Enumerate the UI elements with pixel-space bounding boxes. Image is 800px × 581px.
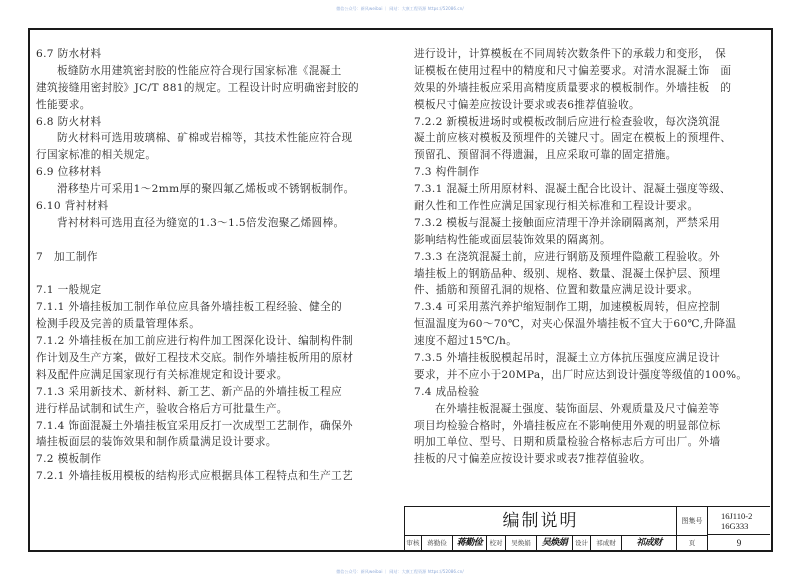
paragraph-line: 作计划及生产方案，做好工程技术交底。制作外墙挂板所用的原材 (36, 352, 354, 365)
paragraph-line: 板缝防水用建筑密封胶的性能应符合现行国家标准《混凝土 (57, 64, 342, 77)
paragraph-line: 建筑接缝用密封胶》JC/T 881的规定。工程设计时应明确密封胶的 (36, 81, 359, 94)
paragraph-line: 7.3.5 外墙挂板脱模起吊时，混凝土立方体抗压强度应满足设计 (414, 352, 721, 365)
watermark-bottom: 微信公众号：新风weibai ｜ 网站：大康工程资源 https://52086.cn/ (336, 569, 464, 574)
reviewer-signature: 蒋勤俭 (453, 536, 487, 550)
paragraph-line: 模板尺寸偏差应按设计要求或表6推荐值验收。 (414, 98, 640, 111)
paragraph-line: 7.3.1 混凝土所用原材料、混凝土配合比设计、混凝土强度等级、 (414, 183, 731, 196)
paragraph-line: 7.1.2 外墙挂板在加工前应进行构件加工图深化设计、编制构件制 (36, 335, 353, 348)
atlas-number-2: 16G333 (721, 521, 749, 531)
proofread-label: 校对 (487, 536, 506, 550)
spacer (36, 266, 370, 283)
atlas-number-1: 16J110-2 (721, 511, 753, 521)
paragraph-line: 背衬材料可选用直径为缝宽的1.3～1.5倍发泡聚乙烯圆棒。 (57, 216, 345, 229)
paragraph-line: 恒温温度为60～70℃，对夹心保温外墙挂板不宜大于60℃,升降温 (414, 318, 737, 331)
atlas-number-label: 图集号 (677, 507, 708, 536)
paragraph-line: 7.2.2 新模板进场时或模板改制后应进行检查验收，每次浇筑混 (414, 115, 721, 128)
paragraph-line: 墙挂板上的钢筋品种、级别、规格、数量、混凝土保护层、预埋 (414, 267, 721, 280)
paragraph-line: 证模板在使用过程中的精度和尺寸偏差要求。对清水混凝土饰 面 (414, 64, 732, 77)
page-label: 页 (677, 536, 708, 550)
paragraph-line: 凝土前应核对模板及预埋件的关键尺寸。固定在模板上的预埋件、 (414, 132, 732, 145)
paragraph-line: 速度不超过15℃/h。 (414, 335, 518, 348)
paragraph-line: 性能要求。 (36, 98, 91, 111)
paragraph-line: 7.3.4 可采用蒸汽养护缩短制作工期，加速模板周转，但应控制 (414, 301, 721, 314)
right-column (414, 46, 748, 468)
paragraph-line: 7.3.2 模板与混凝土接触面应清理干净并涂刷隔离剂，严禁采用 (414, 216, 721, 229)
paragraph-line: 滑移垫片可采用1～2mm厚的聚四氟乙烯板或不锈钢板制作。 (57, 183, 355, 196)
paragraph-line: 要求，并不应小于20MPa，出厂时应达到设计强度等级值的100%。 (414, 368, 748, 381)
paragraph-line: 7.3.3 在浇筑混凝土前，应进行钢筋及预埋件隐蔽工程验收。外 (414, 250, 721, 263)
paragraph-line: 防火材料可选用玻璃棉、矿棉或岩棉等，其技术性能应符合现 (57, 132, 353, 145)
paragraph-line: 件、插筋和预留孔洞的规格、位置和数量应满足设计要求。 (414, 284, 699, 297)
paragraph-line: 7.1.1 外墙挂板加工制作单位应具备外墙挂板工程经验、健全的 (36, 301, 343, 314)
paragraph-line: 在外墙挂板混凝土强度、装饰面层、外观质量及尺寸偏差等 (435, 402, 720, 415)
paragraph-line: 影响结构性能或面层装饰效果的隔离剂。 (414, 233, 611, 246)
paragraph-line: 挂板的尺寸偏差应按设计要求或表7推荐值验收。 (414, 453, 651, 466)
paragraph-line: 料及配件应满足国家现行有关标准规定和设计要求。 (36, 368, 288, 381)
designer-signature: 祁成财 (622, 536, 677, 550)
design-label: 设计 (573, 536, 591, 550)
section-heading: 6.8 防火材料 (36, 115, 102, 128)
section-heading: 6.7 防水材料 (36, 48, 102, 60)
watermark-top: 微信公众号：新风weibai ｜ 网站：大康工程资源 https://52086.cn/ (336, 6, 464, 11)
paragraph-line: 7.1.3 采用新技术、新材料、新工艺、新产品的外墙挂板工程应 (36, 385, 343, 398)
title-block (404, 506, 770, 550)
paragraph-line: 墙挂板面层的装饰效果和制作质量满足设计要求。 (36, 436, 277, 449)
section-heading: 7.3 构件制作 (414, 166, 480, 179)
left-column (36, 46, 370, 485)
section-heading: 7.1 一般规定 (36, 284, 102, 297)
chapter-heading: 7 加工制作 (36, 250, 98, 263)
section-heading: 6.9 位移材料 (36, 166, 102, 179)
paragraph-line: 进行样品试制和试生产，验收合格后方可批量生产。 (36, 402, 288, 415)
proofreader-name: 吴焕娟 (506, 536, 537, 550)
designer-name: 祁成财 (591, 536, 622, 550)
reviewer-name: 蒋勤俭 (422, 536, 453, 550)
paragraph-line: 行国家标准的相关规定。 (36, 149, 157, 162)
section-heading: 7.2 模板制作 (36, 453, 102, 466)
spacer (36, 232, 370, 249)
paragraph-line: 明加工单位、型号、日期和质量检验合格标志后方可出厂。外墙 (414, 436, 721, 449)
paragraph-line: 耐久性和工作性应满足国家现行相关标准和工程设计要求。 (414, 200, 699, 213)
paragraph-line: 7.2.1 外墙挂板用模板的结构形式应根据具体工程特点和生产工艺 (36, 470, 353, 483)
drawing-title: 编制说明 (405, 507, 677, 536)
page-number: 9 (736, 538, 742, 548)
paragraph-line: 预留孔、预留洞不得遗漏，且应采取可靠的固定措施。 (414, 149, 677, 162)
paragraph-line: 项目均检验合格时，外墙挂板应在不影响使用外观的明显部位标 (414, 419, 721, 432)
paragraph-line: 7.1.4 饰面混凝土外墙挂板宜采用反打一次成型工艺制作，确保外 (36, 419, 353, 432)
proofreader-signature: 吴焕娟 (537, 536, 573, 550)
paragraph-line: 进行设计，计算模板在不同周转次数条件下的承载力和变形， 保 (414, 48, 727, 60)
paragraph-line: 检测手段及完善的质量管理体系。 (36, 318, 201, 331)
section-heading: 7.4 成品检验 (414, 385, 480, 398)
signature-row (405, 536, 770, 550)
paragraph-line: 效果的外墙挂板应采用高精度质量要求的模板制作。外墙挂板 的 (414, 81, 732, 94)
review-label: 审核 (405, 536, 422, 550)
section-heading: 6.10 背衬材料 (36, 200, 109, 213)
atlas-number-value (708, 507, 770, 535)
